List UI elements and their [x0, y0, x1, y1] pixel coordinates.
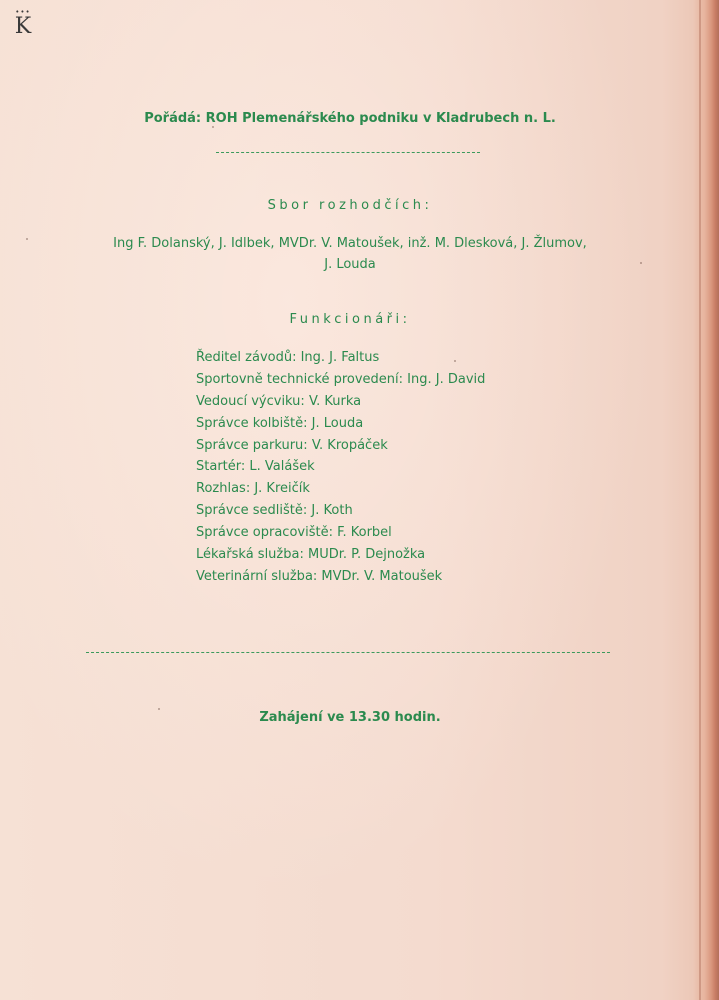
official-item: Sportovně technické provedení: Ing. J. David — [196, 371, 486, 387]
official-item: Vedoucí výcviku: V. Kurka — [196, 393, 362, 409]
official-item: Startér: L. Valášek — [196, 459, 315, 475]
opening-time: Zahájení ve 13.30 hodin. — [259, 710, 441, 725]
official-item: Správce kolbiště: J. Louda — [196, 415, 364, 431]
official-item: Lékařská služba: MUDr. P. Dejnožka — [196, 547, 426, 563]
organizer-line: Pořádá: ROH Plemenářského podniku v Kladrubech n. L. — [144, 111, 556, 126]
corner-logo — [10, 8, 36, 38]
logo-dots: ••• — [15, 8, 31, 16]
paper-speck — [640, 262, 642, 264]
official-item: Ředitel závodů: Ing. J. Faltus — [196, 350, 380, 365]
judges-list-line-1: Ing F. Dolanský, J. Idlbek, MVDr. V. Matoušek, inž. M. Dlesková, J. Žlumov, — [113, 236, 587, 251]
page-edge-shadow — [693, 0, 719, 1000]
page-fold-line — [699, 0, 701, 1000]
paper-speck — [454, 360, 456, 362]
logo-letter: K — [14, 14, 32, 39]
official-item: Rozhlas: J. Kreičík — [196, 481, 310, 497]
bottom-divider — [86, 652, 610, 653]
top-divider — [216, 152, 480, 153]
officials-heading: Funkcionáři: — [289, 312, 411, 327]
official-item: Správce opracoviště: F. Korbel — [196, 525, 392, 541]
judges-list-line-2: J. Louda — [324, 257, 376, 272]
officials-list — [196, 347, 485, 588]
paper-speck — [158, 708, 160, 710]
paper-speck — [26, 238, 28, 240]
official-item: Správce sedliště: J. Koth — [196, 503, 353, 519]
paper-speck — [212, 126, 214, 128]
judges-heading: Sbor rozhodčích: — [267, 198, 433, 213]
official-item: Veterinární služba: MVDr. V. Matoušek — [196, 568, 443, 584]
official-item: Správce parkuru: V. Kropáček — [196, 437, 388, 453]
